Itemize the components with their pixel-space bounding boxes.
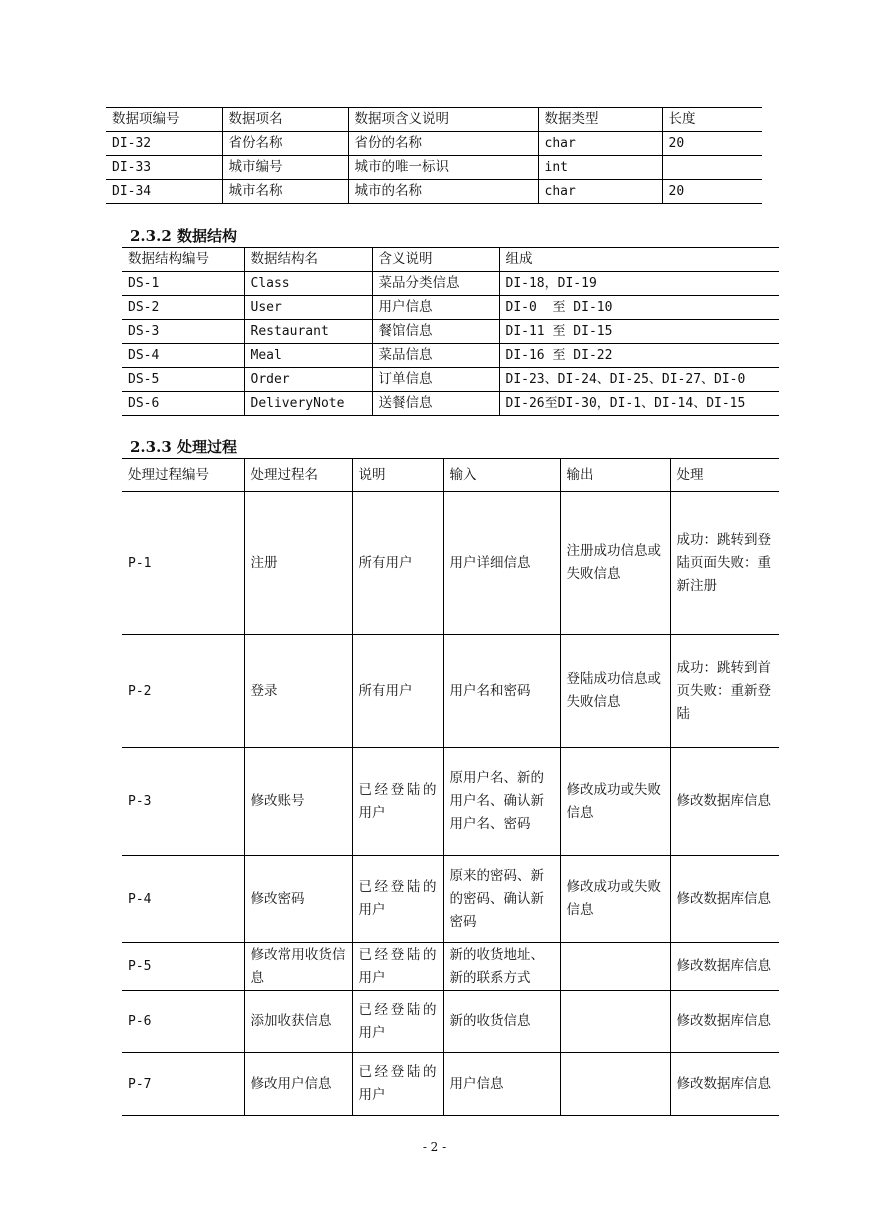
cell: 城市的唯一标识 xyxy=(348,156,538,180)
header-cell: 长度 xyxy=(662,108,762,132)
cell: 20 xyxy=(662,132,762,156)
cell: 省份名称 xyxy=(222,132,348,156)
table-row xyxy=(122,943,779,991)
cell: Restaurant xyxy=(244,320,372,344)
table-row xyxy=(122,635,779,748)
cell: DS-6 xyxy=(122,392,244,416)
cell: DI-33 xyxy=(106,156,222,180)
cell: 修改数据库信息 xyxy=(670,1053,779,1116)
cell: 20 xyxy=(662,180,762,204)
cell: DI-23、DI-24、DI-25、DI-27、DI-0 xyxy=(499,368,779,392)
table-row xyxy=(122,320,779,344)
cell: P-5 xyxy=(122,943,244,991)
cell xyxy=(560,1053,670,1116)
cell: char xyxy=(538,180,662,204)
cell: 菜品信息 xyxy=(372,344,499,368)
cell: DS-2 xyxy=(122,296,244,320)
table-header-row xyxy=(122,459,779,492)
table-row xyxy=(122,368,779,392)
header-cell: 数据结构编号 xyxy=(122,248,244,272)
cell: 修改数据库信息 xyxy=(670,748,779,856)
cell: 用户信息 xyxy=(372,296,499,320)
cell: 成功：跳转到登陆页面失败：重新注册 xyxy=(670,492,779,635)
cell: 修改常用收货信息 xyxy=(244,943,352,991)
cell: DS-5 xyxy=(122,368,244,392)
header-cell: 数据类型 xyxy=(538,108,662,132)
cell: 餐馆信息 xyxy=(372,320,499,344)
cell: 订单信息 xyxy=(372,368,499,392)
cell: 所有用户 xyxy=(352,492,443,635)
header-cell: 处理过程编号 xyxy=(122,459,244,492)
cell: 添加收获信息 xyxy=(244,991,352,1053)
cell: 已经登陆的用户 xyxy=(352,748,443,856)
header-cell: 处理过程名 xyxy=(244,459,352,492)
cell: 新的收货信息 xyxy=(443,991,560,1053)
cell: P-3 xyxy=(122,748,244,856)
header-cell: 处理 xyxy=(670,459,779,492)
cell: 省份的名称 xyxy=(348,132,538,156)
cell: 修改用户信息 xyxy=(244,1053,352,1116)
table-row xyxy=(106,180,762,204)
cell: 修改账号 xyxy=(244,748,352,856)
cell: 原来的密码、新的密码、确认新密码 xyxy=(443,856,560,943)
table-row xyxy=(122,272,779,296)
cell: DI-11 至 DI-15 xyxy=(499,320,779,344)
cell: 城市名称 xyxy=(222,180,348,204)
table-header-row xyxy=(122,248,779,272)
cell: DI-0 至 DI-10 xyxy=(499,296,779,320)
cell: 登陆成功信息或失败信息 xyxy=(560,635,670,748)
header-cell: 数据项含义说明 xyxy=(348,108,538,132)
cell: 用户详细信息 xyxy=(443,492,560,635)
cell: 已经登陆的用户 xyxy=(352,856,443,943)
cell: P-1 xyxy=(122,492,244,635)
table-row xyxy=(122,748,779,856)
cell: 原用户名、新的用户名、确认新用户名、密码 xyxy=(443,748,560,856)
table-row xyxy=(106,132,762,156)
cell: P-4 xyxy=(122,856,244,943)
header-cell: 说明 xyxy=(352,459,443,492)
cell: 修改数据库信息 xyxy=(670,943,779,991)
page-number: - 2 - xyxy=(422,1140,447,1154)
data-structures-table xyxy=(122,247,779,416)
cell xyxy=(662,156,762,180)
cell: 送餐信息 xyxy=(372,392,499,416)
cell: P-6 xyxy=(122,991,244,1053)
cell: 修改数据库信息 xyxy=(670,856,779,943)
cell: 用户名和密码 xyxy=(443,635,560,748)
table-row xyxy=(122,296,779,320)
cell: P-7 xyxy=(122,1053,244,1116)
cell: 成功：跳转到首页失败：重新登陆 xyxy=(670,635,779,748)
cell: 注册成功信息或失败信息 xyxy=(560,492,670,635)
cell: DI-34 xyxy=(106,180,222,204)
cell: DI-32 xyxy=(106,132,222,156)
cell: DS-4 xyxy=(122,344,244,368)
header-cell: 输入 xyxy=(443,459,560,492)
table-header-row xyxy=(106,108,762,132)
cell: 修改密码 xyxy=(244,856,352,943)
header-cell: 输出 xyxy=(560,459,670,492)
table-row xyxy=(122,856,779,943)
table-row xyxy=(122,1053,779,1116)
cell: 菜品分类信息 xyxy=(372,272,499,296)
table-row xyxy=(122,392,779,416)
table-row xyxy=(122,991,779,1053)
data-items-table xyxy=(106,107,762,204)
header-cell: 数据结构名 xyxy=(244,248,372,272)
cell: DeliveryNote xyxy=(244,392,372,416)
cell: 修改数据库信息 xyxy=(670,991,779,1053)
cell: int xyxy=(538,156,662,180)
header-cell: 组成 xyxy=(499,248,779,272)
cell: char xyxy=(538,132,662,156)
section-heading-processes: 2.3.3 处理过程 xyxy=(130,438,237,456)
cell: 登录 xyxy=(244,635,352,748)
section-heading-data-structures: 2.3.2 数据结构 xyxy=(130,227,237,245)
cell: DS-3 xyxy=(122,320,244,344)
cell: 城市的名称 xyxy=(348,180,538,204)
table-row xyxy=(106,156,762,180)
cell: User xyxy=(244,296,372,320)
cell: 已经登陆的用户 xyxy=(352,991,443,1053)
cell: Meal xyxy=(244,344,372,368)
table-row xyxy=(122,492,779,635)
cell: 修改成功或失败信息 xyxy=(560,748,670,856)
cell: 注册 xyxy=(244,492,352,635)
cell: Class xyxy=(244,272,372,296)
header-cell: 数据项名 xyxy=(222,108,348,132)
cell: DI-26至DI-30，DI-1、DI-14、DI-15 xyxy=(499,392,779,416)
cell: 新的收货地址、新的联系方式 xyxy=(443,943,560,991)
header-cell: 数据项编号 xyxy=(106,108,222,132)
processes-table xyxy=(122,458,779,1116)
cell: DS-1 xyxy=(122,272,244,296)
cell xyxy=(560,943,670,991)
cell: 已经登陆的用户 xyxy=(352,1053,443,1116)
cell: Order xyxy=(244,368,372,392)
cell: DI-18，DI-19 xyxy=(499,272,779,296)
header-cell: 含义说明 xyxy=(372,248,499,272)
cell: 城市编号 xyxy=(222,156,348,180)
cell: DI-16 至 DI-22 xyxy=(499,344,779,368)
cell: 所有用户 xyxy=(352,635,443,748)
cell xyxy=(560,991,670,1053)
cell: 已经登陆的用户 xyxy=(352,943,443,991)
cell: P-2 xyxy=(122,635,244,748)
cell: 修改成功或失败信息 xyxy=(560,856,670,943)
table-row xyxy=(122,344,779,368)
cell: 用户信息 xyxy=(443,1053,560,1116)
